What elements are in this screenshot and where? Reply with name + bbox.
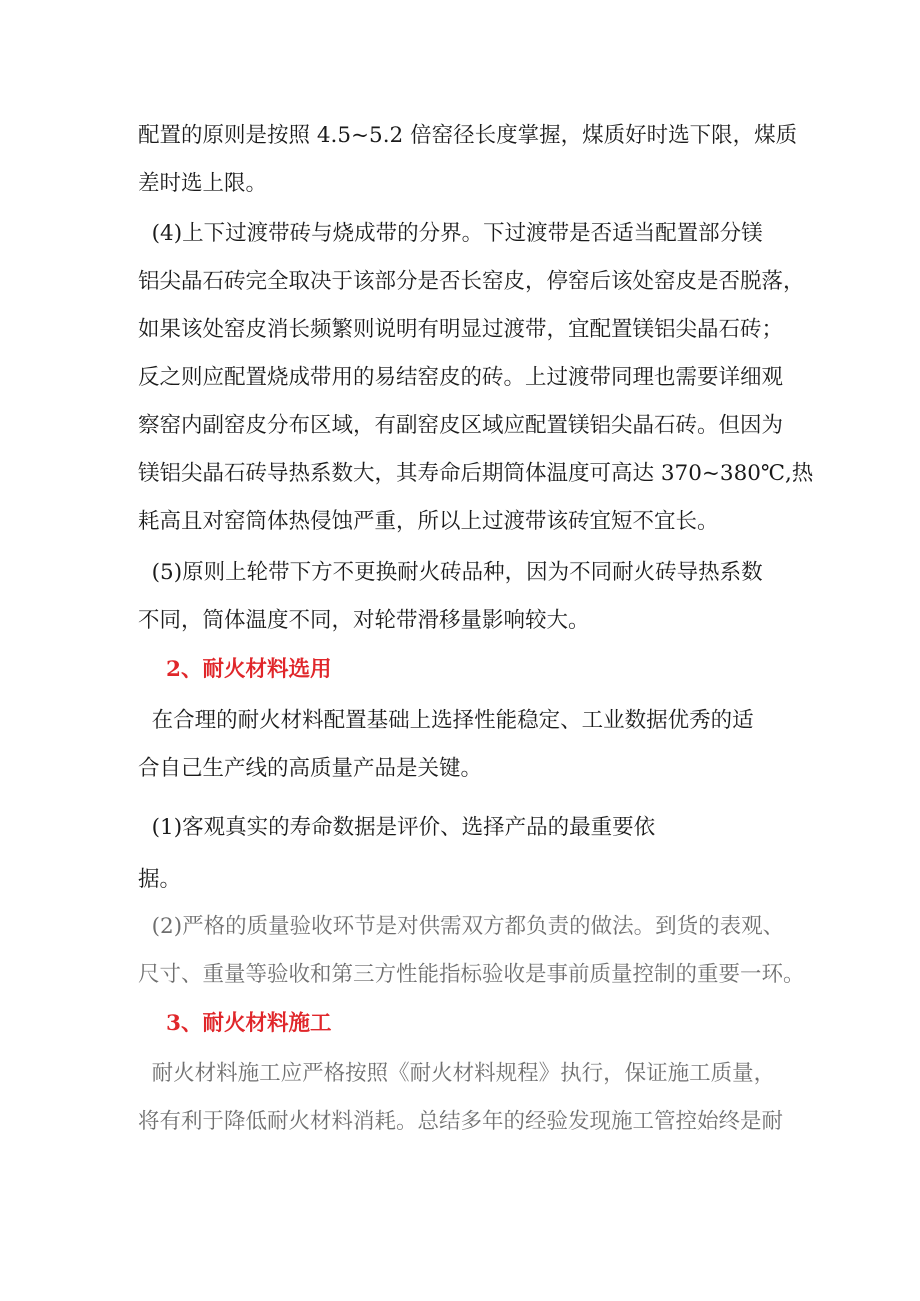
paragraph-quality-acceptance (138, 903, 805, 999)
text-line: 配置的原则是按照 4.5~5.2 倍窑径长度掌握，煤质好时选下限，煤质 (138, 123, 798, 148)
paragraph-kiln-length-principle (138, 112, 798, 208)
text-line: (1)客观真实的寿命数据是评价、选择产品的最重要依 (138, 815, 656, 840)
section-heading-material-construction: 3、耐火材料施工 (166, 1011, 332, 1036)
section-heading-material-selection: 2、耐火材料选用 (166, 657, 332, 682)
text-line: 据。 (138, 867, 182, 892)
paragraph-tire-area (138, 549, 788, 645)
text-line: 耐火材料施工应严格按照《耐火材料规程》执行，保证施工质量， (138, 1061, 776, 1086)
text-line: 差时选上限。 (138, 171, 268, 196)
text-line: 不同，筒体温度不同，对轮带滑移量影响较大。 (138, 608, 590, 633)
paragraph-lifetime-data (138, 804, 788, 852)
paragraph-construction-regulations (138, 1050, 788, 1146)
text-line: 如果该处窑皮消长频繁则说明有明显过渡带，宜配置镁铝尖晶石砖； (138, 317, 784, 342)
text-line: (5)原则上轮带下方不更换耐火砖品种，因为不同耐火砖导热系数 (138, 560, 763, 585)
paragraph-transition-zone-boundary (138, 210, 814, 546)
paragraph-lifetime-data-continued (138, 856, 788, 904)
text-line: (4)上下过渡带砖与烧成带的分界。下过渡带是否适当配置部分镁 (138, 221, 763, 246)
text-line: 在合理的耐火材料配置基础上选择性能稳定、工业数据优秀的适 (138, 708, 754, 733)
text-line: 尺寸、重量等验收和第三方性能指标验收是事前质量控制的重要一环。 (138, 962, 805, 987)
text-line: 反之则应配置烧成带用的易结窑皮的砖。上过渡带同理也需要详细观 (138, 365, 784, 390)
text-line: 耗高且对窑筒体热侵蚀严重，所以上过渡带该砖宜短不宜长。 (138, 509, 719, 534)
text-line: 合自己生产线的高质量产品是关键。 (138, 756, 483, 781)
text-line: 镁铝尖晶石砖导热系数大，其寿命后期筒体温度可高达 370~380℃,热 (138, 461, 814, 486)
text-line: 铝尖晶石砖完全取决于该部分是否长窑皮，停窑后该处窑皮是否脱落， (138, 269, 805, 294)
text-line: 察窑内副窑皮分布区域，有副窑皮区域应配置镁铝尖晶石砖。但因为 (138, 413, 784, 438)
text-line: 将有利于降低耐火材料消耗。总结多年的经验发现施工管控始终是耐 (138, 1109, 784, 1134)
paragraph-selection-intro (138, 697, 788, 793)
text-line: (2)严格的质量验收环节是对供需双方都负责的做法。到货的表观、 (138, 914, 785, 939)
